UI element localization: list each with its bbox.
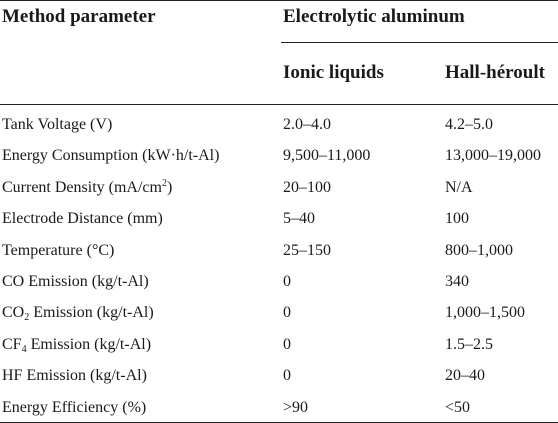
param-text: Emission (kg/t-Al) bbox=[26, 335, 152, 353]
ionic-cell: 5–40 bbox=[283, 210, 315, 228]
param-text: Current Density (mA/cm bbox=[2, 178, 162, 196]
hall-cell: 13,000–19,000 bbox=[445, 147, 541, 165]
subscript: 2 bbox=[24, 312, 30, 324]
table-body bbox=[0, 106, 558, 420]
param-text: Emission (kg/t-Al) bbox=[29, 304, 154, 322]
param-cell: Electrode Distance (mm) bbox=[2, 210, 163, 228]
ionic-cell: 0 bbox=[283, 304, 291, 322]
param-cell: Tank Voltage (V) bbox=[2, 116, 113, 133]
param-cell bbox=[2, 304, 154, 322]
ionic-cell: 25–150 bbox=[283, 241, 331, 259]
param-cell: HF Emission (kg/t-Al) bbox=[2, 367, 147, 385]
header-bottom-rule bbox=[0, 104, 558, 105]
table-row bbox=[0, 200, 558, 231]
superscript: 2 bbox=[161, 177, 167, 189]
table-row bbox=[0, 326, 558, 357]
header-ionic-liquids: Ionic liquids bbox=[283, 62, 384, 83]
table-row bbox=[0, 263, 558, 294]
param-cell: Temperature (°C) bbox=[2, 241, 115, 259]
group-header-rule bbox=[281, 42, 558, 43]
param-text: ) bbox=[166, 178, 173, 196]
subscript: 4 bbox=[21, 343, 27, 355]
hall-cell: 800–1,000 bbox=[445, 241, 513, 259]
hall-cell: 340 bbox=[445, 272, 469, 290]
ionic-cell: 0 bbox=[283, 335, 291, 353]
header-hall-heroult: Hall-héroult bbox=[445, 62, 545, 83]
param-cell: Energy Consumption (kW·h/t-Al) bbox=[2, 147, 220, 165]
param-text: CF bbox=[2, 335, 22, 353]
table-row bbox=[0, 389, 558, 420]
header-method-parameter: Method parameter bbox=[2, 6, 156, 27]
hall-cell: 100 bbox=[445, 210, 469, 228]
param-cell bbox=[2, 336, 151, 354]
hall-cell: 1,000–1,500 bbox=[445, 304, 525, 322]
ionic-cell: 0 bbox=[283, 272, 291, 290]
hall-cell: 4.2–5.0 bbox=[445, 116, 493, 133]
table-row bbox=[0, 294, 558, 325]
hall-cell: 20–40 bbox=[445, 367, 485, 385]
ionic-cell: 20–100 bbox=[283, 178, 331, 196]
table-row bbox=[0, 106, 558, 137]
hall-cell: 1.5–2.5 bbox=[445, 335, 493, 353]
hall-cell: N/A bbox=[445, 178, 473, 196]
ionic-cell: >90 bbox=[283, 398, 309, 416]
hall-cell: <50 bbox=[445, 398, 471, 416]
top-rule bbox=[0, 0, 558, 1]
param-cell: CO Emission (kg/t-Al) bbox=[2, 272, 149, 290]
ionic-cell: 2.0–4.0 bbox=[283, 116, 331, 133]
table-row bbox=[0, 357, 558, 388]
header-electrolytic-aluminum: Electrolytic aluminum bbox=[283, 6, 465, 27]
param-cell: Energy Efficiency (%) bbox=[2, 398, 147, 416]
param-cell bbox=[2, 179, 172, 197]
table-row bbox=[0, 232, 558, 263]
param-text: CO bbox=[2, 304, 25, 322]
ionic-cell: 9,500–11,000 bbox=[283, 147, 371, 165]
table-row bbox=[0, 169, 558, 200]
table-row bbox=[0, 137, 558, 168]
ionic-cell: 0 bbox=[283, 367, 291, 385]
